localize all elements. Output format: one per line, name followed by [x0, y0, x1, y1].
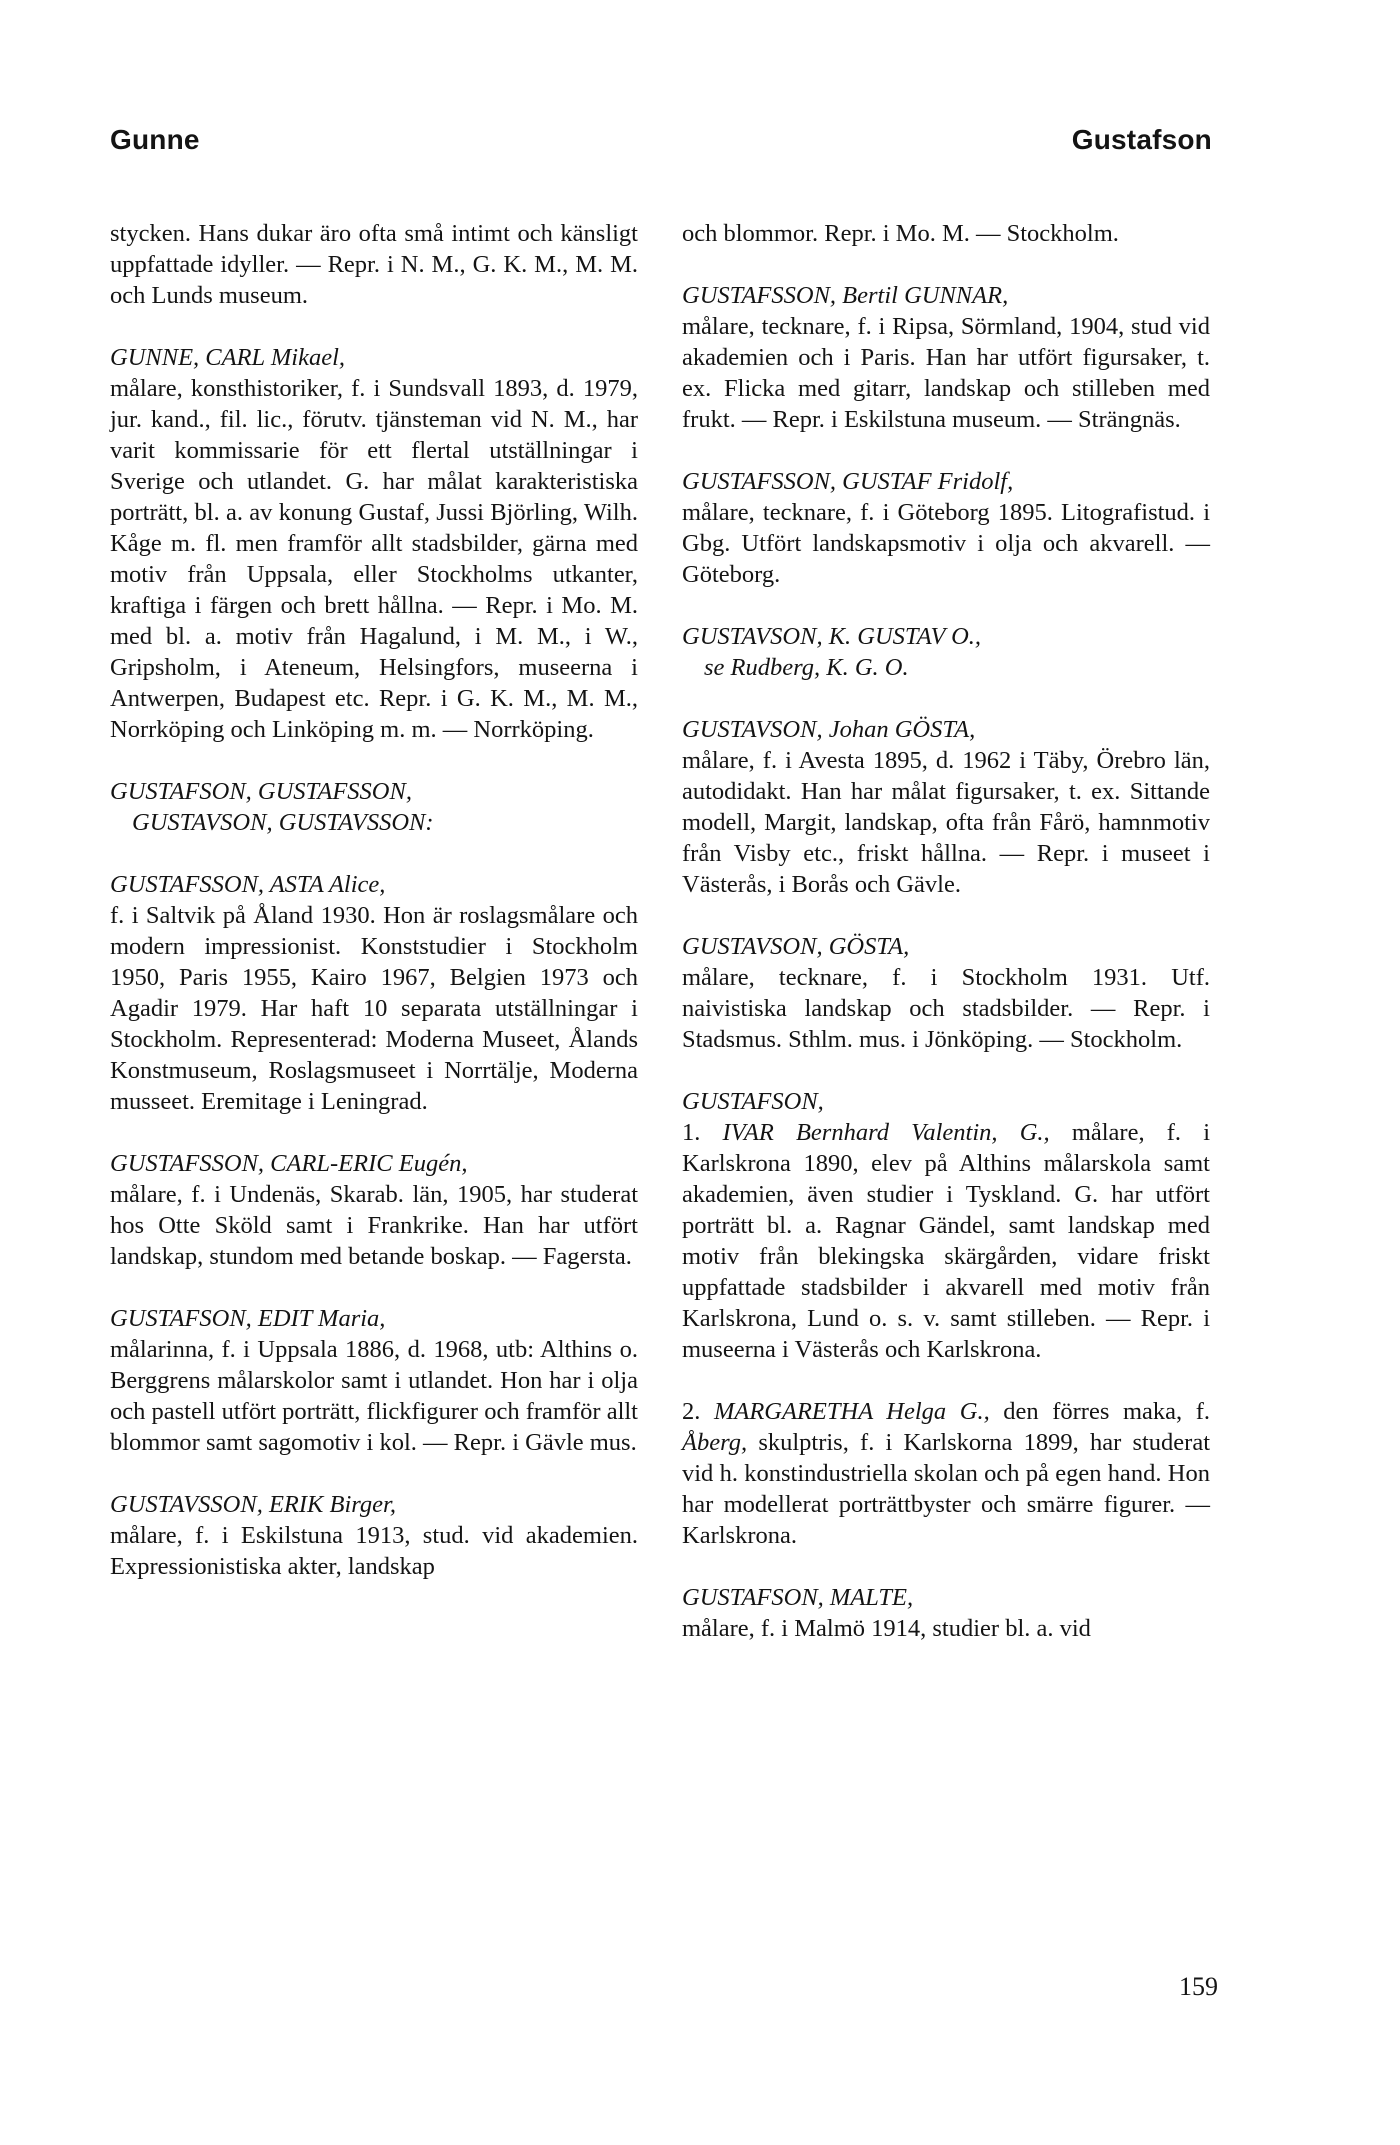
entry-gustafsson-carl-eric [110, 1148, 638, 1272]
section-heading-line1: GUSTAFSON, GUSTAFSSON, [110, 778, 412, 805]
subentry-body: skulptris, f. i Karlskorna 1899, har studerat vid h. konstindustriella skolan och på egen hand. Hon har modellerat porträttbyster och smärre figurer. — Karlskrona. [682, 1429, 1210, 1549]
continuation-text: och blommor. Repr. i Mo. M. — Stockholm. [682, 220, 1119, 247]
entry-body: målarinna, f. i Uppsala 1886, d. 1968, utb: Althins o. Berggrens målarskolor samt i utlandet. Hon har i olja och pastell utfört porträtt, flickfigurer och framför allt blommor samt sagomotiv i kol. — Repr. i Gävle mus. [110, 1336, 638, 1456]
entry-header: GUSTAFSON, MALTE, [682, 1584, 914, 1611]
page-number: 159 [1179, 1972, 1218, 2001]
subentry-number: 1. [682, 1119, 701, 1146]
subentry-number: 2. [682, 1398, 701, 1425]
entry-gustafsson-bertil [682, 280, 1210, 435]
entry-body: målare, tecknare, f. i Göteborg 1895. Litografistud. i Gbg. Utfört landskapsmotiv i olja och akvarell. — Göteborg. [682, 499, 1210, 588]
entry-header: GUSTAFSSON, Bertil GUNNAR, [682, 282, 1009, 309]
entry-body: målare, tecknare, f. i Stockholm 1931. Utf. naivistiska landskap och stadsbilder. — Repr. i Stadsmus. Sthlm. mus. i Jönköping. — Stockholm. [682, 964, 1210, 1053]
entry-gustafson-family [682, 1086, 1210, 1551]
entry-header: GUSTAVSSON, ERIK Birger, [110, 1491, 396, 1518]
subentry-margaretha [682, 1396, 1210, 1551]
entry-body: målare, f. i Avesta 1895, d. 1962 i Täby, Örebro län, autodidakt. Han har målat figursaker, t. ex. Sittande modell, Margit, landskap, ofta från Fårö, hamnmotiv från Visby etc., friskt hållna. — Repr. i museet i Västerås, i Borås och Gävle. [682, 747, 1210, 898]
entry-header: GUSTAFSON, [682, 1088, 824, 1115]
entry-gustavson-gosta [682, 931, 1210, 1055]
left-column [110, 218, 638, 1613]
right-column [682, 218, 1210, 1675]
entry-header: GUSTAFSSON, CARL-ERIC Eugén, [110, 1150, 468, 1177]
entry-gunne-carl [110, 342, 638, 745]
entry-gustavson-johan [682, 714, 1210, 900]
section-heading [110, 776, 638, 838]
entry-header: GUNNE, CARL Mikael, [110, 344, 346, 371]
entry-body: f. i Saltvik på Åland 1930. Hon är roslagsmålare och modern impressionist. Konststudier i Stockholm 1950, Paris 1955, Kairo 1967, Belgien 1973 och Agadir 1979. Har haft 10 separata utställningar i Stockholm. Representerad: Moderna Museet, Ålands Konstmuseum, Roslagsmuseet i Norrtälje, Moderna musseet. Eremitage i Leningrad. [110, 902, 638, 1115]
cross-reference: se Rudberg, K. G. O. [704, 654, 909, 681]
subentry-name: MARGARETHA Helga G., [713, 1398, 990, 1425]
entry-body: målare, f. i Eskilstuna 1913, stud. vid akademien. Expressionistiska akter, landskap [110, 1522, 638, 1580]
entry-header: GUSTAFSSON, ASTA Alice, [110, 871, 386, 898]
entry-gustafson-edit [110, 1303, 638, 1458]
entry-gustafson-malte [682, 1582, 1210, 1644]
entry-header: GUSTAFSON, EDIT Maria, [110, 1305, 386, 1332]
continuation-text: stycken. Hans dukar äro ofta små intimt och känsligt uppfattade idyller. — Repr. i N. M., G. K. M., M. M. och Lunds museum. [110, 220, 638, 309]
entry-body: målare, f. i Malmö 1914, studier bl. a. vid [682, 1615, 1091, 1642]
section-heading-line2: GUSTAVSON, GUSTAVSSON: [132, 809, 434, 836]
entry-gustavson-k [682, 621, 1210, 683]
entry-gustafsson-gustaf [682, 466, 1210, 590]
entry-header: GUSTAVSON, Johan GÖSTA, [682, 716, 976, 743]
running-head-right: Gustafson [1071, 124, 1212, 155]
entry-header: GUSTAVSON, GÖSTA, [682, 933, 910, 960]
subentry-name: IVAR Bernhard Valentin, G., [722, 1119, 1050, 1146]
entry-body: målare, tecknare, f. i Ripsa, Sörmland, 1904, stud vid akademien och i Paris. Han har utfört figursaker, t. ex. Flicka med gitarr, landskap och stilleben med frukt. — Repr. i Eskilstuna museum. — Strängnäs. [682, 313, 1210, 433]
entry-body: målare, konsthistoriker, f. i Sundsvall 1893, d. 1979, jur. kand., fil. lic., förutv. tjänsteman vid N. M., har varit kommissarie för ett flertal utställningar i Sverige och utlandet. G. har målat karakteristiska porträtt, bl. a. av konung Gustaf, Jussi Björling, Wilh. Kåge m. fl. men framför allt stadsbilder, gärna med motiv från Uppsala, eller Stockholms utkanter, kraftiga i färgen och brett hållna. — Repr. i Mo. M. med bl. a. motiv från Hagalund, i M. M., i W., Gripsholm, i Ateneum, Helsingfors, museerna i Antwerpen, Budapest etc. Repr. i G. K. M., M. M., Norrköping och Linköping m. m. — Norrköping. [110, 375, 638, 743]
running-head-left: Gunne [110, 124, 200, 155]
subentry-body: den förres maka, f. [1003, 1398, 1210, 1425]
entry-header: GUSTAFSSON, GUSTAF Fridolf, [682, 468, 1014, 495]
subentry-ivar [682, 1117, 1210, 1365]
entry-gustafsson-asta [110, 869, 638, 1117]
entry-body: målare, f. i Undenäs, Skarab. län, 1905, har studerat hos Otte Sköld samt i Frankrike. Han har utfört landskap, stundom med betande boskap. — Fagersta. [110, 1181, 638, 1270]
entry-gustavsson-erik [110, 1489, 638, 1582]
entry-header: GUSTAVSON, K. GUSTAV O., [682, 623, 982, 650]
maiden-name: Åberg, [682, 1429, 748, 1456]
subentry-body: målare, f. i Karlskrona 1890, elev på Althins målarskola samt akademien, även studier i Tyskland. G. har utfört porträtt bl. a. Ragnar Gändel, samt landskap med motiv från blekingska skärgården, vidare friskt uppfattade stadsbilder i akvarell med motiv från Karlskrona, Lund o. s. v. samt stilleben. — Repr. i museerna i Västerås och Karlskrona. [682, 1119, 1210, 1363]
